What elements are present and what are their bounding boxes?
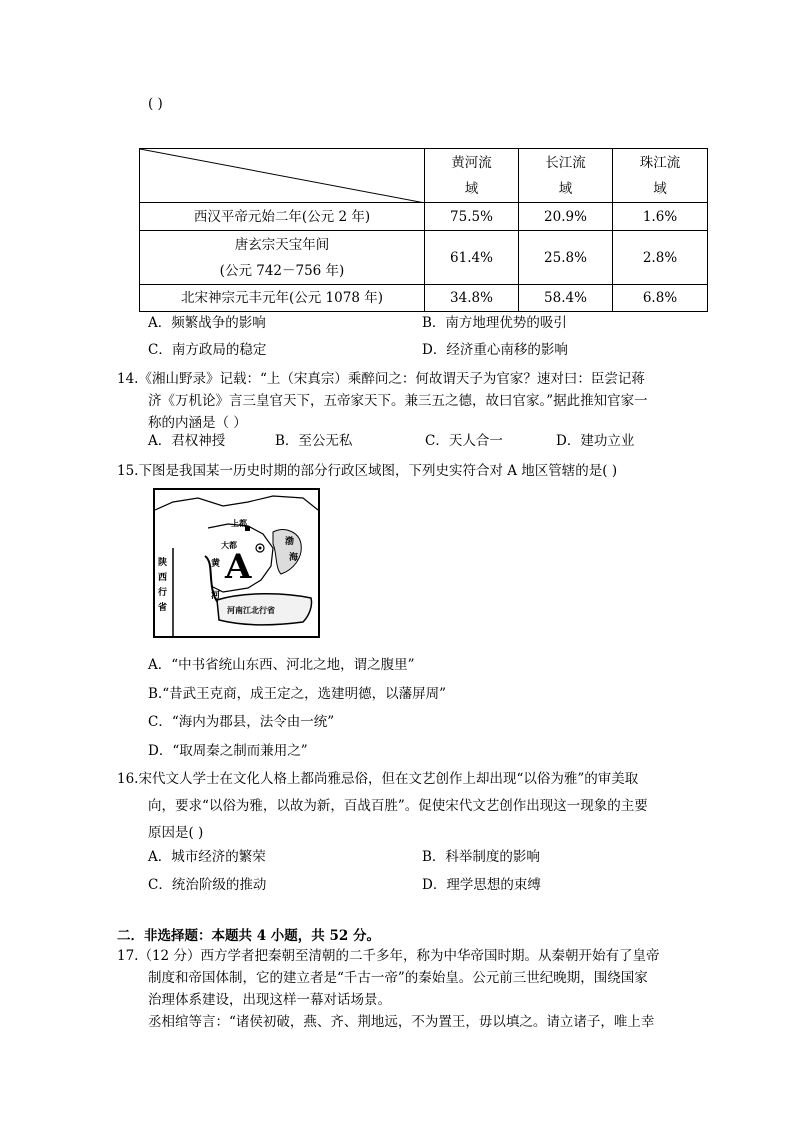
diagonal-header-cell [140,149,425,203]
administrative-map [153,488,320,638]
table-row [140,285,708,312]
cell-value: 6.8% [613,285,708,312]
table-row [140,231,708,285]
q13-option-b: B．南方地理优势的吸引 [422,315,567,331]
header-yangtze: 长江流 域 [519,149,613,203]
q16-option-b: B．科举制度的影响 [422,849,540,865]
header-pearl-river: 珠江流 域 [613,149,708,203]
label-bohai-1: 渤 [285,537,295,547]
row-label: 北宋神宗元丰元年(公元 1078 年) [140,285,425,312]
table-row [140,203,708,231]
population-table [139,148,708,312]
label-he: 河 [211,591,221,601]
section-heading: 二．非选择题：本题共 4 小题，共 52 分。 [117,928,380,944]
header-yellow-river: 黄河流 域 [425,149,519,203]
q16-line-1: 16.宋代文人学士在文化人格上都尚雅忌俗，但在文艺创作上却出现“以俗为雅”的审美取 [117,771,639,787]
q15-option-b: B.“昔武王克商，成王定之，选建明德，以藩屏周” [148,686,447,702]
label-huang: 黄 [211,559,221,569]
q13-option-a: A．频繁战争的影响 [148,315,266,331]
row-label: 唐玄宗天宝年间 (公元 742－756 年) [140,231,425,285]
q17-line-2: 制度和帝国体制，它的建立者是“千古一帝”的秦始皇。公元前三世纪晚期，围绕国家 [148,970,648,986]
cell-value: 34.8% [425,285,519,312]
row-label: 西汉平帝元始二年(公元 2 年) [140,203,425,231]
q14-line-1: 14.《湘山野录》记载：“上（宋真宗）乘醉问之：何故谓天子为官家？速对曰：臣尝记蒋 [117,371,645,387]
label-shaanxi-province: 陕 西 行 省 [158,558,168,613]
cell-value: 25.8% [519,231,613,285]
q15-option-d: D．“取周秦之制而兼用之” [148,743,308,759]
top-answer-paren: ( ) [148,96,163,112]
q16-option-d: D．理学思想的束缚 [422,877,541,893]
q15-option-a: A．“中书省统山东西、河北之地，谓之腹里” [148,657,415,673]
q13-option-d: D．经济重心南移的影响 [422,342,568,358]
q17-line-3: 治理体系建设，出现这样一幕对话场景。 [148,992,391,1008]
label-region-a: A [225,547,252,587]
q16-option-a: A．城市经济的繁荣 [148,849,266,865]
q17-line-4: 丞相绾等言：“诸侯初破，燕、齐、荆地远，不为置王，毋以填之。请立诸子，唯上幸 [148,1014,655,1030]
q15-stem: 15.下图是我国某一历史时期的部分行政区域图，下列史实符合对 A 地区管辖的是( ) [117,463,618,479]
q13-option-c: C．南方政局的稳定 [148,342,267,358]
q16-option-c: C．统治阶级的推动 [148,877,267,893]
q16-line-3: 原因是( ) [148,825,204,841]
cell-value: 75.5% [425,203,519,231]
cell-value: 1.6% [613,203,708,231]
diagonal-line [140,149,425,203]
label-dadu: 大都 [221,540,237,550]
q15-option-c: C．“海内为郡县，法令由一统” [148,714,335,730]
q14-line-2: 济《万机论》言三皇官天下，五帝家天下。兼三五之德，故曰官家。”据此推知官家一 [148,393,648,409]
q14-option-b: B．至公无私 [275,433,353,449]
q14-option-a: A．君权神授 [148,433,226,449]
cell-value: 61.4% [425,231,519,285]
label-shangdu: 上都 [231,518,247,528]
q14-option-c: C．天人合一 [425,433,503,449]
q14-option-d: D．建功立业 [556,433,635,449]
q16-line-2: 向，要求“以俗为雅，以故为新，百战百胜”。促使宋代文艺创作出现这一现象的主要 [148,798,648,814]
label-henan-jiangbei: 河南江北行省 [227,605,275,615]
label-bohai-2: 海 [289,553,299,563]
q17-line-1: 17.（12 分）西方学者把秦朝至清朝的二千多年，称为中华帝国时期。从秦朝开始有了皇帝 [117,948,660,964]
q14-line-3: 称的内涵是（ ） [148,415,247,431]
cell-value: 20.9% [519,203,613,231]
cell-value: 58.4% [519,285,613,312]
cell-value: 2.8% [613,231,708,285]
